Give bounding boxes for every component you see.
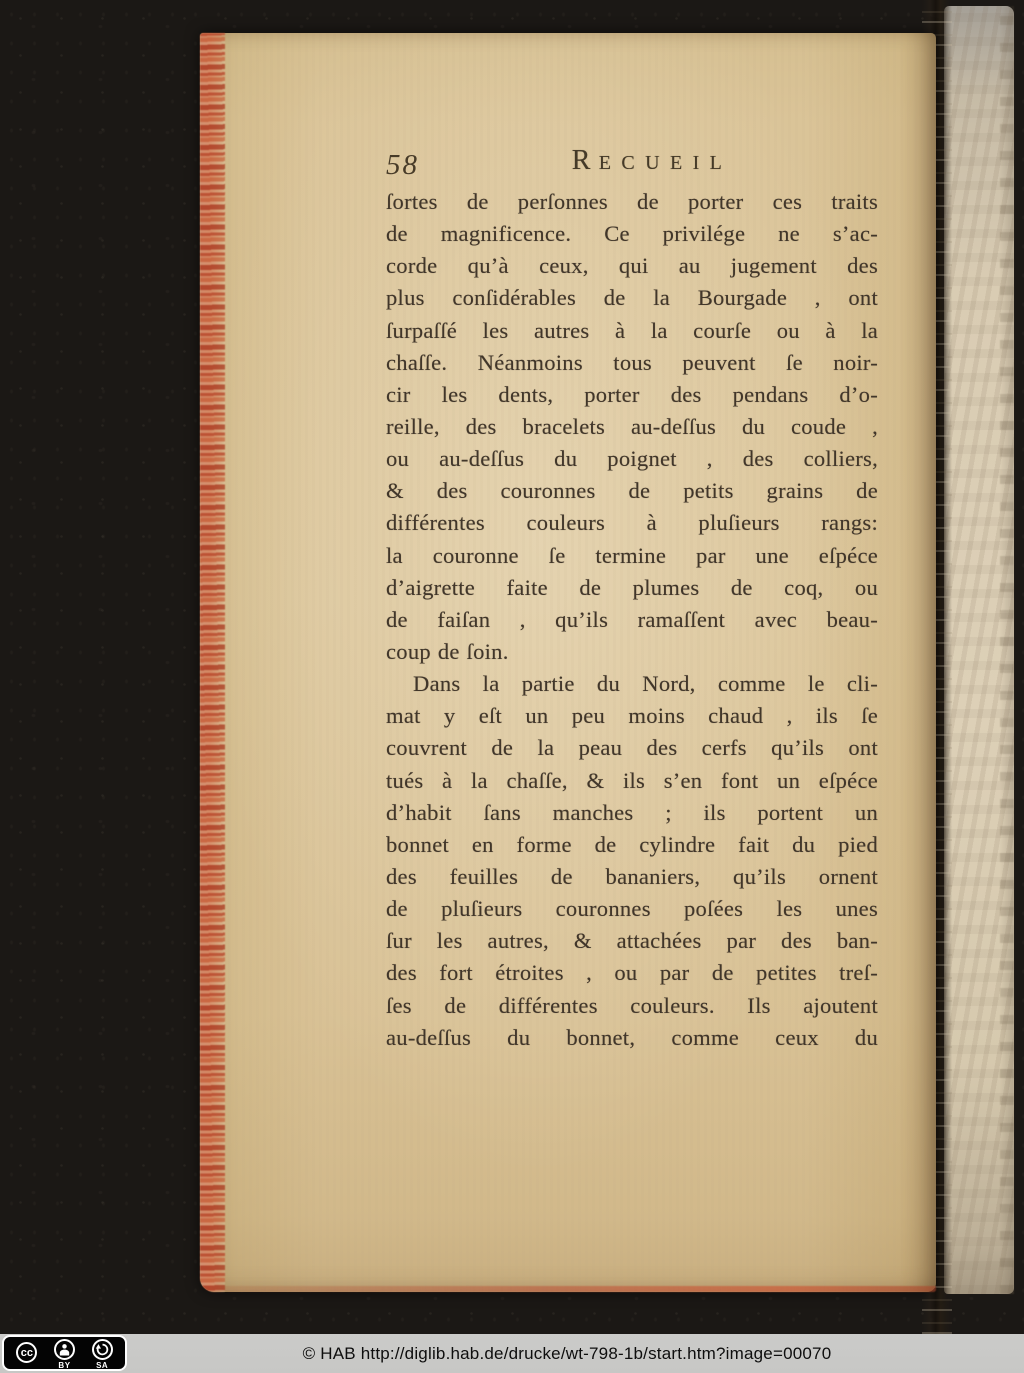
page-number: 58	[386, 149, 419, 181]
by-badge-column	[54, 1339, 75, 1370]
license-bar	[0, 1334, 1024, 1373]
text-line: de magnificence. Ce privilége ne s’ac-	[386, 221, 878, 247]
text-line: cir les dents, porter des pendans d’o-	[386, 381, 878, 407]
text-line: & des couronnes de petits grains de	[386, 478, 878, 504]
text-line: reille, des bracelets au-deſſus du coude ,	[386, 413, 878, 439]
text-line: Dans la partie du Nord, comme le cli-	[413, 671, 878, 697]
text-line: différentes couleurs à pluſieurs rangs:	[386, 510, 878, 536]
text-line: mat y eſt un peu moins chaud , ils ſe	[386, 703, 878, 729]
cc-license-badge	[2, 1335, 127, 1371]
facing-pages-text-showthrough	[1000, 6, 1014, 1294]
sa-label: SA	[96, 1361, 109, 1370]
text-line: de faiſan , qu’ils ramaſſent avec beau-	[386, 606, 878, 632]
text-line: corde qu’à ceux, qui au jugement des	[386, 253, 878, 279]
text-line: ſortes de perſonnes de porter ces traits	[386, 189, 878, 214]
text-line: plus conſidérables de la Bourgade , ont	[386, 285, 878, 311]
text-line: ou au-deſſus du poignet , des colliers,	[386, 446, 878, 472]
cc-badge-column	[16, 1339, 37, 1363]
text-line: des feuilles de bananiers, qu’ils ornent	[386, 863, 878, 889]
text-line: tués à la chaſſe, & ils s’en font un eſpéce	[386, 767, 878, 793]
text-line: d’habit ſans manches ; ils portent un	[386, 799, 878, 825]
share-alike-icon	[92, 1339, 113, 1360]
text-line: bonnet en forme de cylindre fait du pied	[386, 831, 878, 857]
sa-badge-column	[92, 1339, 113, 1370]
text-line: au-deſſus du bonnet, comme ceux du	[386, 1024, 878, 1050]
facing-pages-block	[944, 6, 1014, 1294]
page-header	[386, 145, 878, 185]
text-line: chaſſe. Néanmoins tous peuvent ſe noir-	[386, 349, 878, 375]
red-bottom-edge	[222, 1286, 936, 1292]
text-line: des fort étroites , ou par de petites treſ-	[386, 960, 878, 986]
red-fore-edge	[200, 33, 225, 1292]
text-line: coup de ſoin.	[386, 638, 509, 664]
running-head-title: RECUEIL	[571, 145, 733, 176]
book-page	[200, 33, 936, 1292]
attribution-icon	[54, 1339, 75, 1360]
by-label: BY	[58, 1361, 71, 1370]
text-line: couvrent de la peau des cerfs qu’ils ont	[386, 735, 878, 761]
text-line: ſes de différentes couleurs. Ils ajoutent	[386, 992, 878, 1018]
text-line: de pluſieurs couronnes poſées les unes	[386, 896, 878, 922]
page-text-block	[386, 186, 878, 1054]
text-line: ſur les autres, & attachées par des ban-	[386, 928, 878, 954]
text-line: ſurpaſſé les autres à la courſe ou à la	[386, 317, 878, 343]
copyright-source-text: © HAB http://diglib.hab.de/drucke/wt-798-1b/start.htm?image=00070	[302, 1343, 832, 1363]
text-line: la couronne ſe termine par une eſpéce	[386, 542, 878, 568]
cc-icon: cc	[16, 1342, 37, 1363]
text-line: d’aigrette faite de plumes de coq, ou	[386, 574, 878, 600]
